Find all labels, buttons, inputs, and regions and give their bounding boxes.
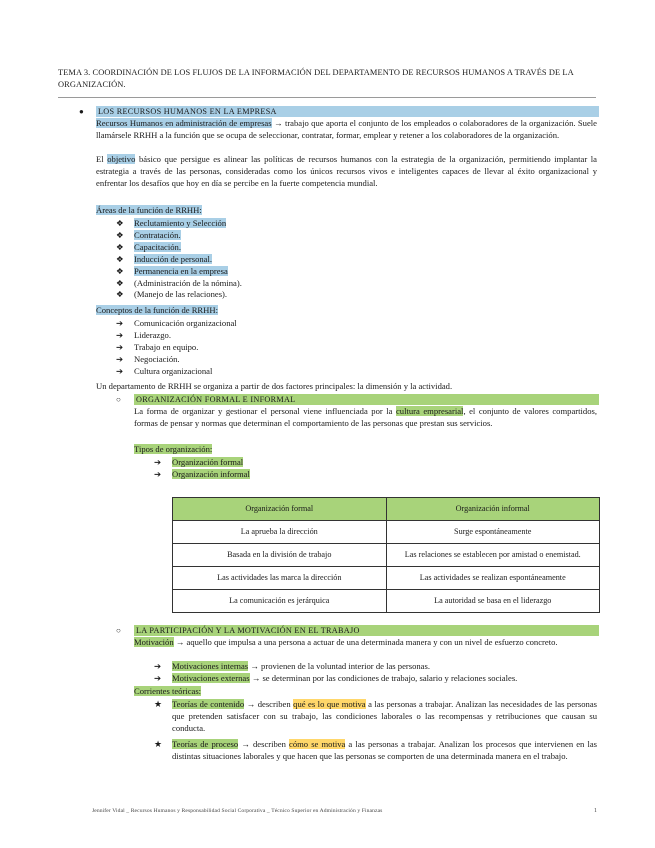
areas-label: Áreas de la función de RRHH: [96,205,202,215]
paragraph-objetivo: El objetivo básico que persigue es alinear las políticas de recursos humanos con la estrategia de la organización, permitiendo implantar la estrategia a través de las personas, consideradas como los únicos recursos vivos e inteligentes capaces de llevar al éxito organizacional y enfrentar los desafíos que hoy en día se percibe en la fuerte competencia mundial. [96,154,597,188]
term-rrhh: Recursos Humanos en administración de empresas [96,118,272,128]
table-row [173,544,600,567]
list-item: ❖ Capacitación. [116,241,182,252]
table-cell: La aprueba la dirección [173,521,387,544]
list-item: ➔ Cultura organizacional [116,365,213,376]
table-row [173,567,600,590]
diamond-bullet-icon: ❖ [116,241,124,252]
term-motivacion: Motivación [134,637,174,647]
arrow-bullet-icon: ➔ [154,661,162,671]
arrow-bullet-icon: ➔ [154,468,162,479]
list-item: ➔ Motivaciones internas → provienen de la voluntad interior de las personas. [154,661,430,671]
table-cell: Las actividades las marca la dirección [173,567,387,590]
table-cell: Basada en la división de trabajo [173,544,387,567]
list-item: ❖ Inducción de personal. [116,253,213,264]
table-cell: Las actividades se realizan espontáneamente [386,567,600,590]
corrientes-label: Corrientes teóricas: [134,686,202,696]
tipos-label: Tipos de organización: [134,444,213,454]
diamond-bullet-icon: ❖ [116,289,124,300]
title-divider [58,97,596,98]
list-item: ❖ (Administración de la nómina). [116,277,242,288]
table-row [173,521,600,544]
list-item: ➔ Negociación. [116,353,180,364]
page-footer: Jennifer Vidal _ Recursos Humanos y Responsabilidad Social Corporativa _ Técnico Superior en Administración y Finanzas [92,808,383,814]
arrow-bullet-icon: ➔ [116,365,124,376]
list-item: ➔ Trabajo en equipo. [116,341,199,352]
table-row [173,590,600,613]
diamond-bullet-icon: ❖ [116,229,124,240]
table-cell: Las relaciones se establecen por amistad o enemistad. [386,544,600,567]
list-item: ❖ Contratación. [116,229,181,240]
term-objetivo: objetivo [107,154,136,164]
list-item: ❖ Reclutamiento y Selección [116,218,227,228]
term-cultura: cultura empresarial [395,406,464,416]
list-item: ❖ Permanencia en la empresa [116,265,228,276]
list-item: ➔ Motivaciones externas → se determinan por las condiciones de trabajo, salario y relaciones sociales. [154,672,518,683]
diamond-bullet-icon: ❖ [116,253,124,264]
table-header: Organización informal [386,498,600,521]
page-number: 1 [594,808,597,814]
paragraph-closing: Un departamento de RRHH se organiza a partir de dos factores principales: la dimensión y la actividad. [96,381,453,391]
conceptos-label: Conceptos de la función de RRHH: [96,305,218,315]
motivaciones-list [154,661,517,685]
paragraph-cultura: La forma de organizar y gestionar el personal viene influenciada por la cultura empresarial, el conjunto de valores compartidos, formas de pensar y normas que determinan el comportamiento de las personas que prestan sus servicios. [134,406,597,428]
arrow-bullet-icon: ➔ [154,672,162,683]
list-item: ➔ Liderazgo. [116,329,171,340]
paragraph-teorias-contenido: Teorías de contenido → describen qué es lo que motiva a las personas a trabajar. Analizan las necesidades de las personas que pretenden satisfacer con su trabajo, las condiciones laborales o las recompensas y retribuciones que causan su conducta. [172,699,598,733]
diamond-bullet-icon: ❖ [116,265,124,276]
areas-list [116,218,242,301]
arrow-bullet-icon: ➔ [116,341,124,352]
table-header-row [173,498,600,521]
diamond-bullet-icon: ❖ [116,277,124,288]
conceptos-list [116,318,237,378]
diamond-bullet-icon: ❖ [116,218,124,228]
page-title: TEMA 3. COORDINACIÓN DE LOS FLUJOS DE LA INFORMACIÓN DEL DEPARTAMENTO DE RECURSOS HUMANOS A TRAVÉS DE LA ORGANIZACIÓN. [58,68,574,89]
circle-bullet-icon: ○ [116,395,121,404]
paragraph-teorias-proceso: Teorías de proceso → describen cómo se motiva a las personas a trabajar. Analizan los procesos que intervienen en las distintas situaciones laborales y que hacen que las personas se comporten de una determinada manera en el trabajo. [172,739,597,761]
paragraph-rrhh-definition: Recursos Humanos en administración de empresas → trabajo que aporta el conjunto de los empleados o colaboradores de la organización. Suele llamársele RRHH a la función que se ocupa de seleccionar, contratar, formar, emplear y retener a los colaboradores de la organización. [96,118,597,140]
table-header: Organización formal [173,498,387,521]
arrow-bullet-icon: ➔ [154,457,162,467]
section-heading-motivacion: LA PARTICIPACIÓN Y LA MOTIVACIÓN EN EL TRABAJO [134,625,599,636]
section-heading-organizacion: ORGANIZACIÓN FORMAL E INFORMAL [134,394,599,405]
list-item: ➔ Organización formal [154,457,244,467]
arrow-bullet-icon: ➔ [116,353,124,364]
list-item: ❖ (Manejo de las relaciones). [116,289,228,300]
star-bullet-icon: ★ [154,739,163,749]
tipos-list [154,457,250,481]
star-bullet-icon: ★ [154,699,163,709]
comparison-table [172,497,600,613]
table-cell: La autoridad se basa en el liderazgo [386,590,600,613]
bullet-dot-icon: ● [79,107,84,116]
circle-bullet-icon: ○ [116,626,121,635]
arrow-bullet-icon: ➔ [116,329,124,340]
table-cell: Surge espontáneamente [386,521,600,544]
list-item: ➔ Comunicación organizacional [116,318,237,328]
paragraph-motivacion: Motivación → aquello que impulsa a una persona a actuar de una determinada manera y con un nivel de esfuerzo concreto. [134,637,558,647]
table-cell: La comunicación es jerárquica [173,590,387,613]
arrow-bullet-icon: ➔ [116,318,124,328]
list-item: ➔ Organización informal [154,468,250,479]
section-heading-rrhh: LOS RECURSOS HUMANOS EN LA EMPRESA [96,106,599,117]
